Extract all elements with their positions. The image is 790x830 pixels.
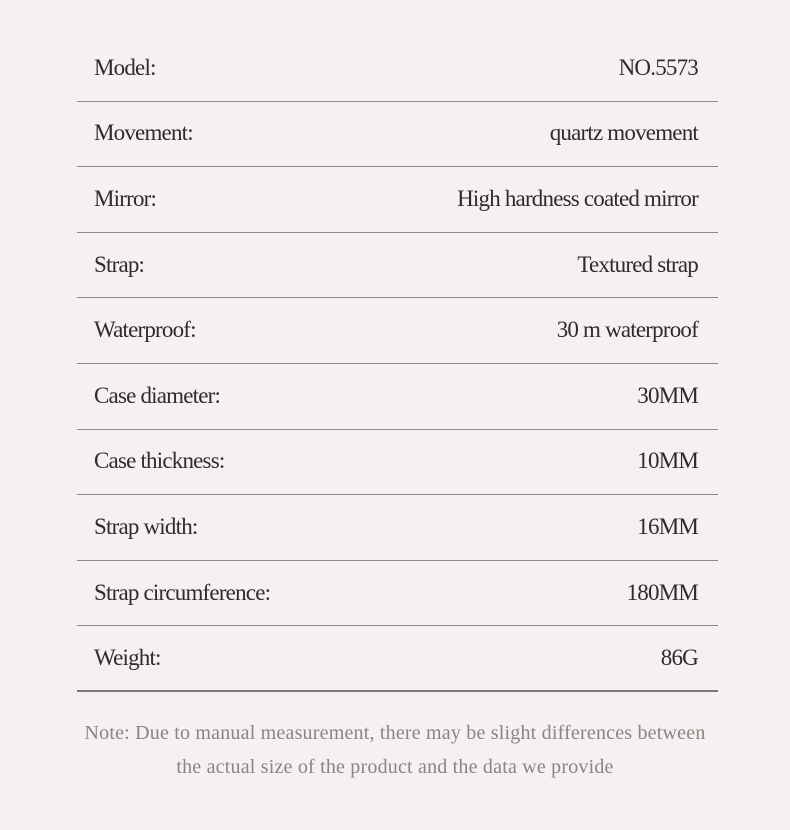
- spec-label-mirror: Mirror:: [94, 185, 157, 211]
- spec-row-strap: [77, 233, 718, 299]
- spec-value-model: NO.5573: [618, 54, 698, 80]
- measurement-note-line-1: Note: Due to manual measurement, there may be slight differences between: [84, 722, 706, 744]
- spec-label-waterproof: Waterproof:: [94, 317, 196, 343]
- spec-value-case-thickness: 10MM: [637, 448, 698, 474]
- spec-label-strap-width: Strap width:: [94, 513, 198, 539]
- spec-row-waterproof: [77, 298, 718, 364]
- spec-row-mirror: [77, 167, 718, 233]
- spec-label-strap: Strap:: [94, 251, 145, 277]
- measurement-note-line-2: the actual size of the product and the data we provide: [176, 756, 614, 778]
- spec-label-model: Model:: [94, 54, 156, 80]
- spec-value-case-diameter: 30MM: [637, 382, 698, 408]
- spec-row-weight: [77, 626, 718, 692]
- spec-label-case-diameter: Case diameter:: [94, 382, 221, 408]
- spec-value-strap: Textured strap: [577, 251, 698, 277]
- spec-value-strap-circumference: 180MM: [626, 579, 698, 605]
- spec-value-waterproof: 30 m waterproof: [556, 317, 698, 343]
- spec-value-movement: quartz movement: [549, 120, 698, 146]
- spec-row-case-diameter: [77, 364, 718, 430]
- spec-row-model: [77, 36, 718, 102]
- measurement-note: [0, 716, 790, 784]
- spec-label-movement: Movement:: [94, 120, 193, 146]
- spec-label-strap-circumference: Strap circumference:: [94, 579, 271, 605]
- spec-label-case-thickness: Case thickness:: [94, 448, 225, 474]
- spec-row-movement: [77, 102, 718, 168]
- spec-value-weight: 86G: [660, 644, 698, 670]
- spec-table: [77, 36, 718, 692]
- spec-value-strap-width: 16MM: [637, 513, 698, 539]
- spec-row-strap-width: [77, 495, 718, 561]
- spec-label-weight: Weight:: [94, 644, 161, 670]
- spec-row-strap-circumference: [77, 561, 718, 627]
- spec-row-case-thickness: [77, 430, 718, 496]
- spec-value-mirror: High hardness coated mirror: [457, 185, 698, 211]
